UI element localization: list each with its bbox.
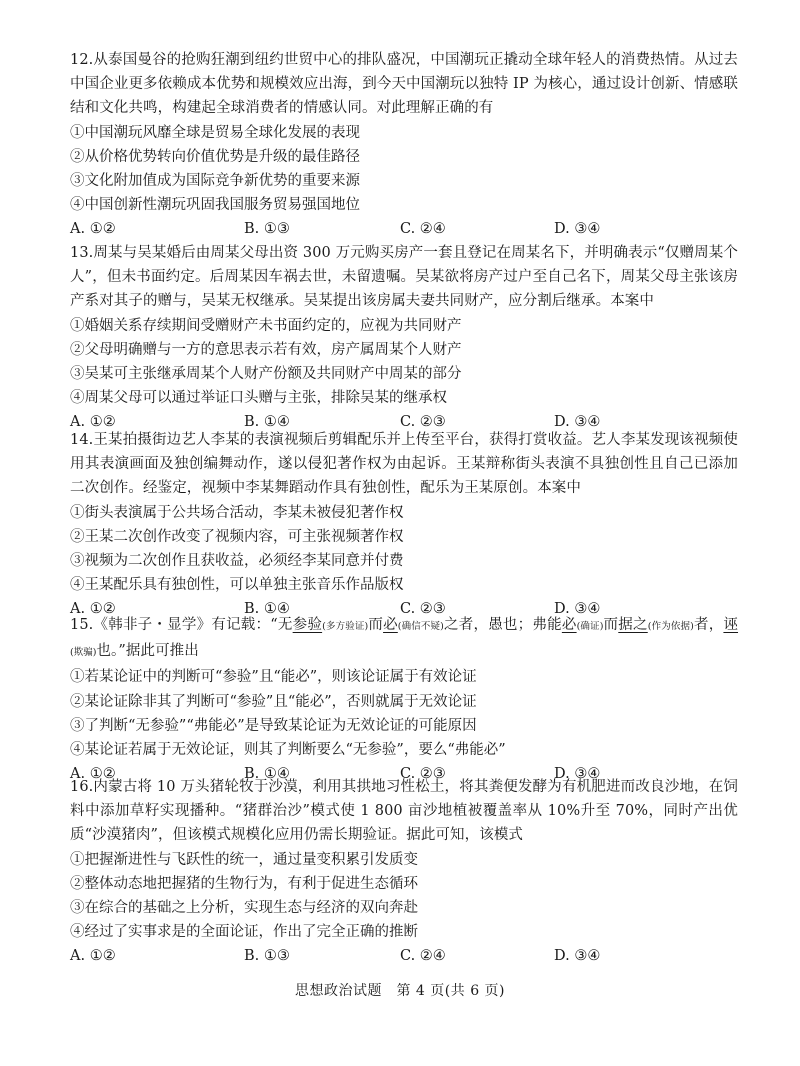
choice-d: D. ③④ xyxy=(554,766,601,783)
statement-4: ④经过了实事求是的全面论证，作出了完全正确的推断 xyxy=(70,924,418,941)
question-stem: 13.周某与吴某婚后由周某父母出资 300 万元购买房产一套且登记在周某名下，并明确表示“仅赠周某个人”，但未书面约定。后周某因车祸去世，未留遗嘱。吴某欲将房产过户至自己名下，周某父母主张该房产系对其子的赠与，吴某无权继承。吴某提出该房属夫妻共同财产，应分割后继承。本案中 xyxy=(70,245,738,310)
choice-b: B. ①④ xyxy=(244,601,290,618)
statement-2: ②整体动态地把握猪的生物行为，有利于促进生态循环 xyxy=(70,875,418,892)
question-14 xyxy=(70,428,738,621)
choice-c: C. ②④ xyxy=(400,221,446,238)
statement-1: ①婚姻关系存续期间受赠财产未书面约定的，应视为共同财产 xyxy=(70,317,462,334)
choice-a: A. ①② xyxy=(70,948,116,965)
question-15 xyxy=(70,613,738,786)
statement-2: ②父母明确赠与一方的意思表示若有效，房产属周某个人财产 xyxy=(70,341,462,358)
statement-4: ④周某父母可以通过举证口头赠与主张，排除吴某的继承权 xyxy=(70,390,447,407)
annotation: (确信不疑) xyxy=(397,621,444,632)
stem-text: 之者，愚也；弗能 xyxy=(443,617,562,633)
question-stem: 12.从泰国曼谷的抢购狂潮到纽约世贸中心的排队盛况，中国潮玩正撬动全球年轻人的消费热情。从过去中国企业更多依赖成本优势和规模效应出海，到今天中国潮玩以独特 IP 为核心，通过设计创新、情感联结和文化共鸣，构建起全球消费者的情感认同。对此理解正确的有 xyxy=(70,52,738,117)
statement-3: ③了判断“无参验”“弗能必”是导致某论证为无效论证的可能原因 xyxy=(70,717,477,734)
choice-d: D. ③④ xyxy=(554,221,601,238)
underlined-term: 参验 xyxy=(292,617,323,633)
statement-1: ①把握渐进性与飞跃性的统一，通过量变积累引发质变 xyxy=(70,851,418,868)
choice-a: A. ①② xyxy=(70,221,116,238)
choice-a: A. ①② xyxy=(70,414,116,431)
choice-b: B. ①③ xyxy=(244,948,290,965)
question-stem: 16.内蒙古将 10 万头猪轮牧于沙漠，利用其拱地习性松土，将其粪便发酵为有机肥进而改良沙地，在饲料中添加草籽实现播种。“猪群治沙”模式使 1 800 亩沙地植被覆盖率从 10%升至 70%，同时产出优质“沙漠猪肉”，但该模式规模化应用仍需长期验证。据此可知，该模式 xyxy=(70,779,738,844)
statement-1: ①若某论证中的判断可“参验”且“能必”，则该论证属于有效论证 xyxy=(70,669,477,686)
stem-text: 而 xyxy=(368,617,384,633)
answer-choices xyxy=(70,217,738,241)
answer-choices xyxy=(70,944,738,968)
question-stem xyxy=(70,613,738,665)
underlined-term: 必 xyxy=(561,617,577,633)
choice-b: B. ①③ xyxy=(244,221,290,238)
choice-b: B. ①④ xyxy=(244,414,290,431)
underlined-term: 据之 xyxy=(618,617,648,633)
statement-4: ④中国创新性潮玩巩固我国服务贸易强国地位 xyxy=(70,197,360,214)
statement-3: ③视频为二次创作且获收益，必须经李某同意并付费 xyxy=(70,553,404,570)
annotation: (多方验证) xyxy=(322,621,369,632)
statement-4: ④王某配乐具有独创性，可以单独主张音乐作品版权 xyxy=(70,577,404,594)
statement-3: ③吴某可主张继承周某个人财产份额及共同财产中周某的部分 xyxy=(70,366,462,383)
underlined-term: 诬 xyxy=(723,617,739,633)
choice-d: D. ③④ xyxy=(554,414,601,431)
question-13 xyxy=(70,241,738,434)
choice-b: B. ①④ xyxy=(244,766,290,783)
statement-2: ②从价格优势转向价值优势是升级的最佳路径 xyxy=(70,148,360,165)
choice-c: C. ②③ xyxy=(400,414,446,431)
statement-1: ①街头表演属于公共场合活动，李某未被侵犯著作权 xyxy=(70,504,404,521)
choice-d: D. ③④ xyxy=(554,948,601,965)
choice-d: D. ③④ xyxy=(554,601,601,618)
question-16 xyxy=(70,775,738,968)
choice-c: C. ②④ xyxy=(400,948,446,965)
stem-text: 15.《韩非子・显学》有记载：“无 xyxy=(70,617,293,633)
stem-text: 而 xyxy=(603,617,619,633)
stem-text: 也。”据此可推出 xyxy=(96,643,199,660)
question-stem: 14.王某拍摄街边艺人李某的表演视频后剪辑配乐并上传至平台，获得打赏收益。艺人李某发现该视频使用其表演画面及独创编舞动作，遂以侵犯著作权为由起诉。王某辩称街头表演不具独创性且自己已添加二次创作。经鉴定，视频中李某舞蹈动作具有独创性，配乐为王某原创。本案中 xyxy=(70,432,738,497)
statement-1: ①中国潮玩风靡全球是贸易全球化发展的表现 xyxy=(70,124,360,141)
statement-4: ④某论证若属于无效论证，则其了判断要么“无参验”，要么“弗能必” xyxy=(70,742,506,759)
choice-a: A. ①② xyxy=(70,766,116,783)
statement-3: ③文化附加值成为国际竞争新优势的重要来源 xyxy=(70,173,360,190)
statement-2: ②某论证除非其了判断可“参验”且“能必”，否则就属于无效论证 xyxy=(70,693,477,710)
annotation: (确证) xyxy=(576,621,604,632)
choice-c: C. ②③ xyxy=(400,766,446,783)
statement-2: ②王某二次创作改变了视频内容，可主张视频著作权 xyxy=(70,528,404,545)
choice-c: C. ②③ xyxy=(400,601,446,618)
statement-3: ③在综合的基础之上分析，实现生态与经济的双向奔赴 xyxy=(70,900,418,917)
underlined-term: 必 xyxy=(383,617,398,633)
stem-text: 者， xyxy=(693,617,724,633)
page-footer: 思想政治试题 第 4 页(共 6 页) xyxy=(294,983,506,999)
annotation: (作为依据) xyxy=(647,621,694,632)
annotation: (欺骗) xyxy=(70,647,97,659)
question-12 xyxy=(70,48,738,241)
choice-a: A. ①② xyxy=(70,601,116,618)
